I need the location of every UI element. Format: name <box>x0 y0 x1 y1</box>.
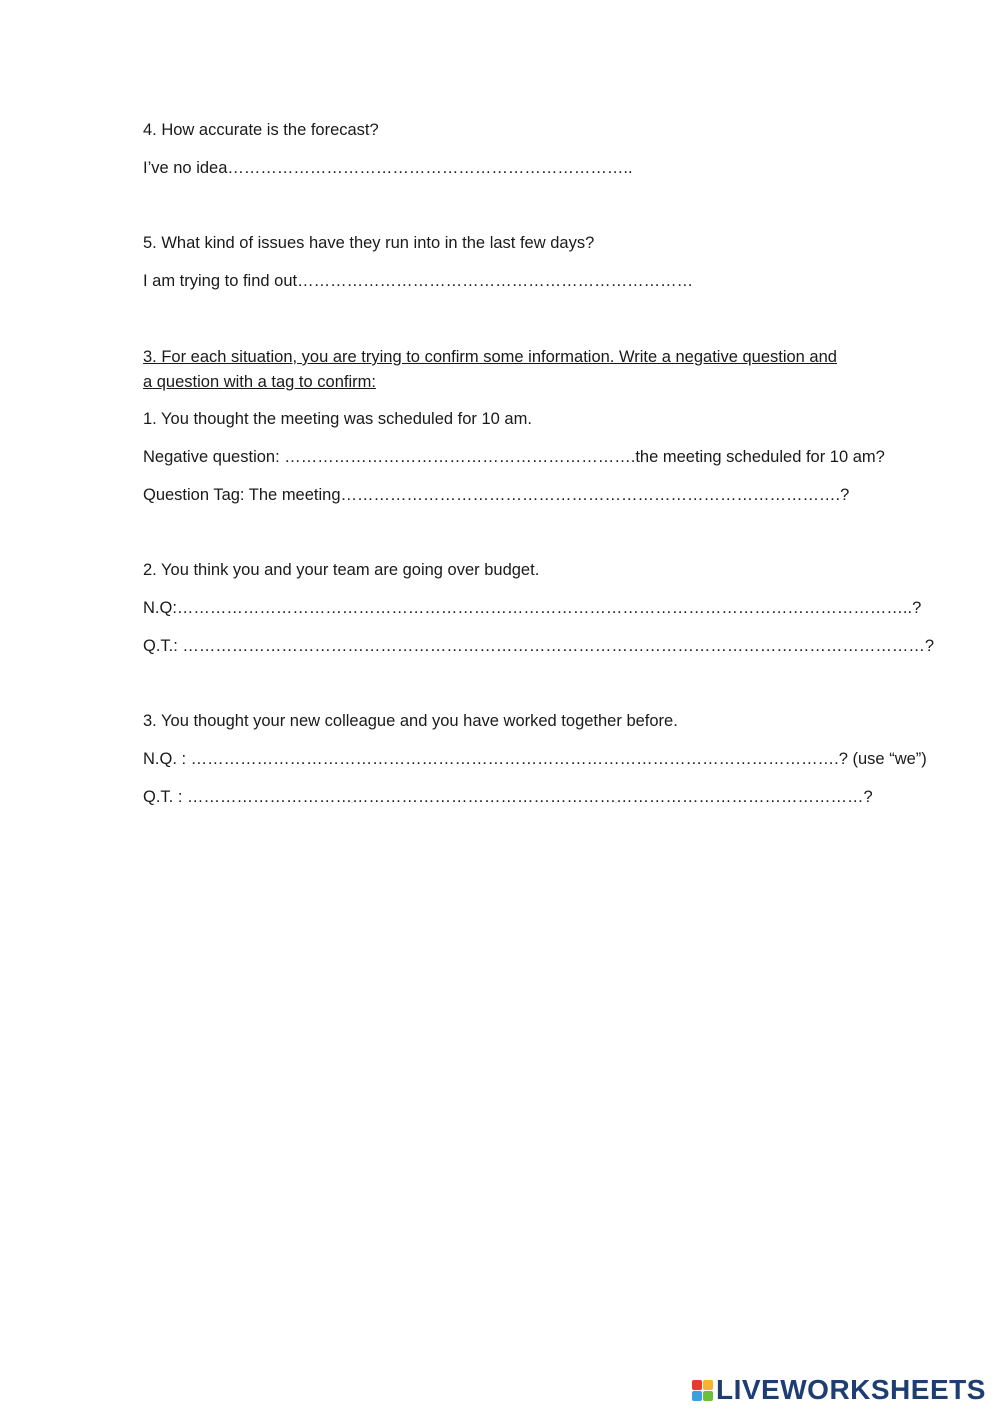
liveworksheets-logo <box>692 1374 986 1406</box>
situation-1-negative-question: Negative question: ……………………………………………………….the meeting scheduled for 10 am? <box>143 448 885 466</box>
question-5: 5. What kind of issues have they run into in the last few days? <box>143 234 595 252</box>
answer-4: I’ve no idea……………………………………………………………….. <box>143 159 633 177</box>
situation-3-negative-question: N.Q. : ……………………………………………………………………………………………………….? (use “we”) <box>143 750 927 768</box>
section-3-heading: 3. For each situation, you are trying to confirm some information. Write a negative question and a question with a tag to confirm: <box>143 348 837 391</box>
question-4: 4. How accurate is the forecast? <box>143 121 379 139</box>
liveworksheets-logo-icon <box>692 1380 713 1401</box>
situation-1-question-tag: Question Tag: The meeting……………………………………………………………………………….? <box>143 486 850 504</box>
logo-square-yellow <box>703 1380 713 1390</box>
situation-3: 3. You thought your new colleague and you have worked together before. <box>143 712 678 730</box>
logo-text: LIVEWORKSHEETS <box>716 1374 986 1405</box>
logo-square-red <box>692 1380 702 1390</box>
situation-2-question-tag: Q.T.: ………………………………………………………………………………………………………………………? <box>143 637 935 655</box>
situation-1: 1. You thought the meeting was scheduled for 10 am. <box>143 410 532 428</box>
logo-square-blue <box>692 1391 702 1401</box>
situation-2: 2. You think you and your team are going over budget. <box>143 561 540 579</box>
situation-2-negative-question: N.Q:……………………………………………………………………………………………………………………..? <box>143 599 922 617</box>
situation-3-question-tag: Q.T. : ……………………………………………………………………………………………………………? <box>143 788 873 806</box>
logo-square-green <box>703 1391 713 1401</box>
answer-5: I am trying to find out……………………………………………………………… <box>143 272 694 290</box>
